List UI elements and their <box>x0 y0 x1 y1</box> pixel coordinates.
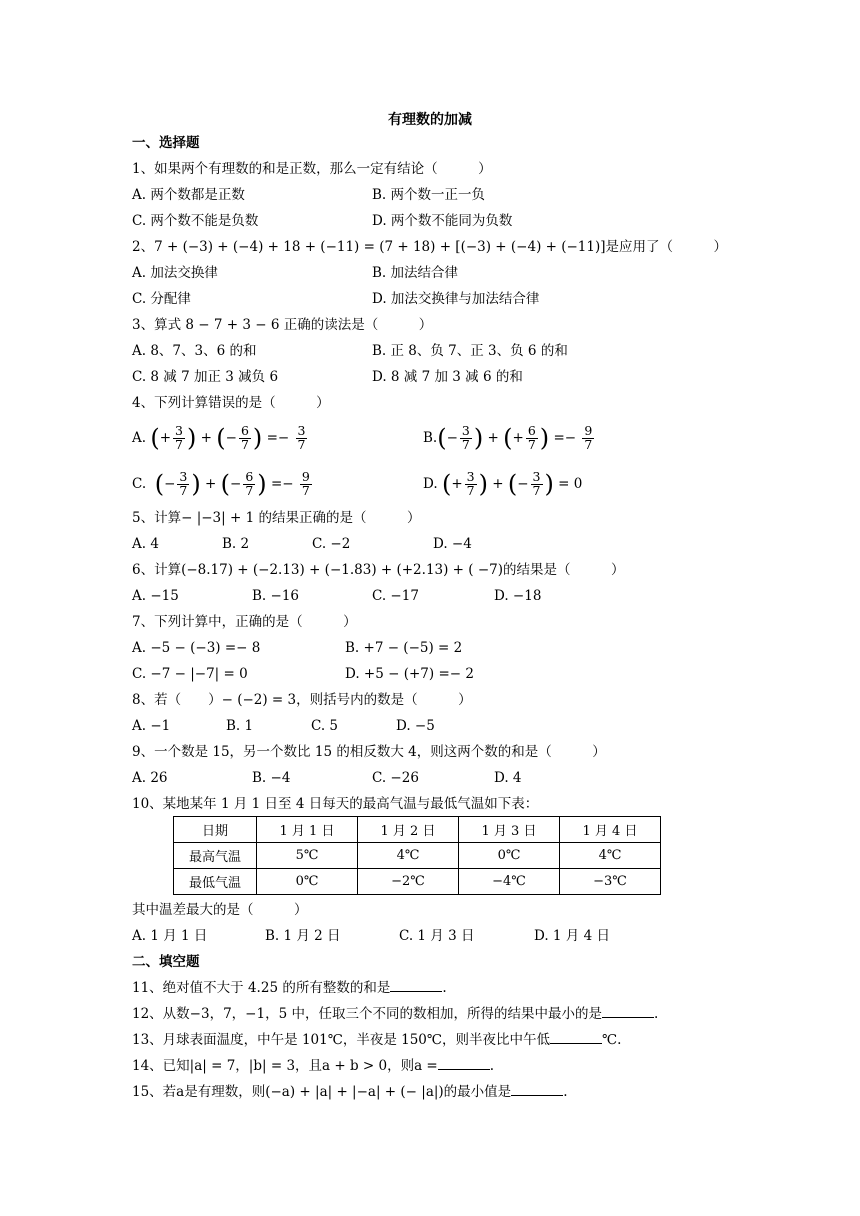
q4-option-c: C. ( − $\frac{3}{7}$ ) + ( − $\frac{6}{7}$ ) =− $\frac{9}{7}$ <box>132 466 314 502</box>
sign: − <box>225 430 237 446</box>
q2-option-c: C. 分配律 <box>132 291 191 307</box>
sign: + <box>512 430 524 446</box>
denominator: 7 <box>532 482 541 498</box>
q7-option-a: A. −5 − (−3) =− 8 <box>132 640 261 656</box>
sign: − <box>164 476 176 492</box>
question-12 <box>132 1004 658 1024</box>
q8-option-d: D. −5 <box>396 718 435 734</box>
numerator: 9 <box>584 423 593 438</box>
operator: + <box>200 430 212 446</box>
q4-d-label: D. <box>423 476 438 492</box>
denominator: 7 <box>245 482 254 498</box>
q14-text: 14、已知|a| = 7，|b| = 3，且a + b > 0，则a = <box>132 1058 438 1074</box>
q6-option-b: B. −16 <box>252 588 299 604</box>
question-15 <box>132 1082 567 1102</box>
denominator: 7 <box>175 436 183 452</box>
result: 0 <box>573 476 583 492</box>
q3-option-d: D. 8 减 7 加 3 减 6 的和 <box>372 369 523 385</box>
numerator: 6 <box>527 423 536 438</box>
numerator: 9 <box>301 469 310 484</box>
q4-c-label: C. <box>132 476 147 492</box>
operator: + <box>205 476 217 492</box>
table-header-row <box>174 817 661 843</box>
fraction <box>300 471 312 497</box>
q4-b-label: B. <box>423 430 438 446</box>
q6-option-d: D. −18 <box>494 588 542 604</box>
q10-option-a: A. 1 月 1 日 <box>132 928 208 944</box>
numerator: 3 <box>179 469 188 484</box>
fraction <box>582 425 594 451</box>
q7-option-b: B. +7 − (−5) = 2 <box>345 640 463 656</box>
sign: + <box>159 430 172 446</box>
q8-option-c: C. 5 <box>311 718 339 734</box>
q3-option-b: B. 正 8、负 7、正 3、负 6 的和 <box>372 343 568 359</box>
question-4-stem: 4、下列计算错误的是（ ） <box>132 395 330 411</box>
denominator: 7 <box>179 482 188 498</box>
question-13 <box>132 1030 621 1050</box>
q14-end: . <box>489 1058 495 1074</box>
numerator: 3 <box>461 423 470 438</box>
q1-option-a: A. 两个数都是正数 <box>132 187 245 203</box>
q4-option-a: A. ( + $\frac{3}{7}$ ) + ( − $\frac{6}{7}$ ) =− $\frac{3}{7}$ <box>132 420 309 456</box>
q13-end: ℃. <box>602 1032 622 1048</box>
fraction <box>465 471 477 497</box>
temperature-table <box>173 816 661 895</box>
q1-option-d: D. 两个数不能同为负数 <box>372 213 513 229</box>
operator: + <box>487 430 499 446</box>
numerator: 3 <box>466 469 475 484</box>
numerator: 3 <box>175 423 183 438</box>
denominator: 7 <box>527 436 536 452</box>
question-11 <box>132 978 447 998</box>
operator: + <box>492 476 504 492</box>
operator: =− <box>266 430 290 446</box>
question-10-after: 其中温差最大的是（ ） <box>132 902 308 918</box>
fraction <box>173 425 185 451</box>
fraction <box>526 425 538 451</box>
table-cell: 1 月 3 日 <box>459 817 560 843</box>
sign: − <box>446 430 458 446</box>
table-cell: 5℃ <box>257 843 358 869</box>
table-cell: 0℃ <box>459 843 560 869</box>
question-6-stem: 6、计算(−8.17) + (−2.13) + (−1.83) + (+2.13) + ( −7)的结果是（ ） <box>132 562 625 578</box>
section-fill-heading: 二、填空题 <box>132 954 200 970</box>
q1-option-b: B. 两个数一正一负 <box>372 187 486 203</box>
q9-option-d: D. 4 <box>494 770 522 786</box>
table-cell: 1 月 2 日 <box>358 817 459 843</box>
fraction <box>296 425 308 451</box>
q1-option-c: C. 两个数不能是负数 <box>132 213 259 229</box>
operator: =− <box>553 430 577 446</box>
q12-end: . <box>653 1006 659 1022</box>
table-cell: 4℃ <box>358 843 459 869</box>
denominator: 7 <box>297 436 306 452</box>
table-row-high <box>174 843 661 869</box>
question-8-stem: 8、若（ ）− (−2) = 3，则括号内的数是（ ） <box>132 692 472 708</box>
question-9-stem: 9、一个数是 15，另一个数比 15 的相反数大 4，则这两个数的和是（ ） <box>132 744 606 760</box>
table-cell: 1 月 4 日 <box>560 817 661 843</box>
fraction <box>243 471 255 497</box>
q8-option-a: A. −1 <box>132 718 171 734</box>
section-choice-heading: 一、选择题 <box>132 135 200 151</box>
q9-option-b: B. −4 <box>252 770 291 786</box>
numerator: 3 <box>532 469 541 484</box>
numerator: 3 <box>297 423 306 438</box>
q3-option-a: A. 8、7、3、6 的和 <box>132 343 257 359</box>
answer-blank[interactable] <box>438 1057 490 1070</box>
sign: + <box>451 476 463 492</box>
q6-option-c: C. −17 <box>372 588 419 604</box>
q2-option-a: A. 加法交换律 <box>132 265 218 281</box>
numerator: 6 <box>245 469 254 484</box>
answer-blank[interactable] <box>511 1083 563 1096</box>
question-2-stem: 2、7 + (−3) + (−4) + 18 + (−11) = (7 + 18) + [(−3) + (−4) + (−11)]是应用了（ ） <box>132 239 728 255</box>
q10-option-d: D. 1 月 4 日 <box>534 928 610 944</box>
q5-option-b: B. 2 <box>222 536 250 552</box>
operator: = <box>558 476 570 492</box>
table-cell: 最高气温 <box>174 843 257 869</box>
q10-option-b: B. 1 月 2 日 <box>265 928 341 944</box>
question-3-stem: 3、算式 8 − 7 + 3 − 6 正确的读法是（ ） <box>132 317 433 333</box>
fraction <box>239 425 251 451</box>
q9-option-a: A. 26 <box>132 770 168 786</box>
answer-blank[interactable] <box>390 979 442 992</box>
question-1-stem: 1、如果两个有理数的和是正数，那么一定有结论（ ） <box>132 161 492 177</box>
operator: =− <box>270 476 294 492</box>
q10-option-c: C. 1 月 3 日 <box>399 928 475 944</box>
table-cell: −4℃ <box>459 869 560 895</box>
answer-blank[interactable] <box>602 1005 654 1018</box>
table-cell: −3℃ <box>560 869 661 895</box>
table-cell: −2℃ <box>358 869 459 895</box>
sign: − <box>230 476 242 492</box>
q5-option-c: C. −2 <box>312 536 351 552</box>
q9-option-c: C. −26 <box>372 770 419 786</box>
q11-end: . <box>442 980 447 996</box>
q4-option-d: D. ( + $\frac{3}{7}$ ) + ( − $\frac{3}{7}$ ) = 0 <box>423 466 582 502</box>
table-cell: 日期 <box>174 817 257 843</box>
q5-option-a: A. 4 <box>132 536 159 552</box>
q15-end: . <box>563 1084 568 1100</box>
q7-option-c: C. −7 − |−7| = 0 <box>132 666 248 682</box>
q11-text: 11、绝对值不大于 4.25 的所有整数的和是 <box>132 980 391 996</box>
q4-option-b: B. ( − $\frac{3}{7}$ ) + ( + $\frac{6}{7}$ ) =− $\frac{9}{7}$ <box>423 420 596 456</box>
q7-option-d: D. +5 − (+7) =− 2 <box>345 666 474 682</box>
question-10-stem: 10、某地某年 1 月 1 日至 4 日每天的最高气温与最低气温如下表： <box>132 796 539 812</box>
table-cell: 1 月 1 日 <box>257 817 358 843</box>
table-cell: 最低气温 <box>174 869 257 895</box>
q2-option-b: B. 加法结合律 <box>372 265 459 281</box>
question-5-stem: 5、计算− |−3| + 1 的结果正确的是（ ） <box>132 510 421 526</box>
q6-option-a: A. −15 <box>132 588 179 604</box>
q15-text: 15、若a是有理数，则(−a) + |a| + |−a| + (− |a|)的最小值是 <box>132 1084 512 1100</box>
table-cell: 0℃ <box>257 869 358 895</box>
page-title: 有理数的加减 <box>388 112 472 128</box>
denominator: 7 <box>584 436 593 452</box>
table-cell: 4℃ <box>560 843 661 869</box>
q12-text: 12、从数−3，7，−1，5 中，任取三个不同的数相加，所得的结果中最小的是 <box>132 1006 602 1022</box>
fraction <box>531 471 543 497</box>
q3-option-c: C. 8 减 7 加正 3 减负 6 <box>132 369 279 385</box>
numerator: 6 <box>240 423 249 438</box>
fraction <box>177 471 189 497</box>
denominator: 7 <box>240 436 249 452</box>
q8-option-b: B. 1 <box>226 718 254 734</box>
answer-blank[interactable] <box>550 1031 602 1044</box>
q5-option-d: D. −4 <box>433 536 472 552</box>
fraction <box>460 425 472 451</box>
denominator: 7 <box>466 482 475 498</box>
denominator: 7 <box>461 436 470 452</box>
q4-a-label: A. <box>132 430 147 446</box>
question-14 <box>132 1056 494 1076</box>
q13-text: 13、月球表面温度，中午是 101℃，半夜是 150℃，则半夜比中午低 <box>132 1032 550 1048</box>
question-7-stem: 7、下列计算中，正确的是（ ） <box>132 614 357 630</box>
table-row-low <box>174 869 661 895</box>
denominator: 7 <box>301 482 310 498</box>
sign: − <box>517 476 529 492</box>
q2-option-d: D. 加法交换律与加法结合律 <box>372 291 540 307</box>
